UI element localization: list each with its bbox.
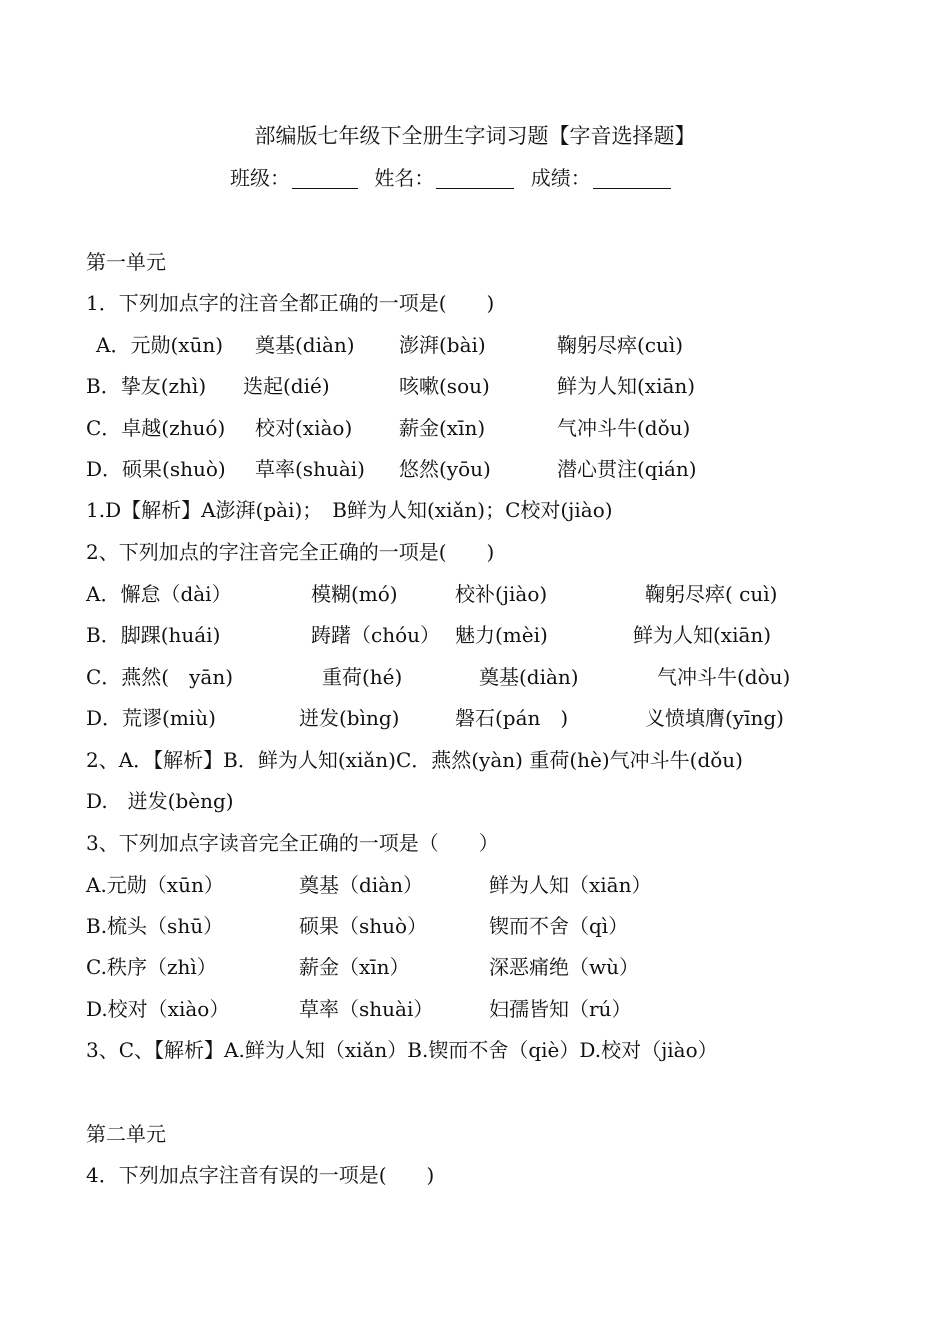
section-heading: 第二单元 bbox=[86, 1122, 166, 1146]
name-blank[interactable] bbox=[436, 166, 514, 189]
page-title: 部编版七年级下全册生字词习题【字音选择题】 bbox=[254, 124, 696, 148]
option-cell: 鲜为人知(xiān) bbox=[633, 623, 772, 647]
option-cell: 妇孺皆知（rú） bbox=[489, 997, 632, 1021]
option-cell: 校补(jiào) bbox=[455, 582, 548, 606]
name-label: 姓名： bbox=[374, 166, 435, 190]
answer-analysis: 3、C、【解析】A.鲜为人知（xiǎn）B.锲而不舍（qiè）D.校对（jiào） bbox=[86, 1038, 718, 1062]
score-blank[interactable] bbox=[593, 166, 671, 189]
option-cell: A.元勋（xūn） bbox=[86, 873, 224, 897]
answer-analysis: 2、A．【解析】B．鲜为人知(xiǎn)C．燕然(yàn) 重荷(hè)气冲斗牛(dǒu) bbox=[86, 748, 743, 772]
option-row bbox=[0, 995, 950, 1023]
option-row bbox=[0, 704, 950, 732]
option-cell: 深恶痛绝（wù） bbox=[489, 955, 639, 979]
option-row bbox=[0, 372, 950, 400]
option-cell: 迸发(bìng) bbox=[299, 706, 400, 730]
option-cell: 鲜为人知（xiān） bbox=[489, 873, 652, 897]
option-row bbox=[0, 953, 950, 981]
option-cell: 潜心贯注(qián) bbox=[557, 457, 697, 481]
option-cell: 草率(shuài) bbox=[255, 457, 365, 481]
score-label: 成绩： bbox=[530, 166, 591, 190]
option-cell: D.校对（xiào） bbox=[86, 997, 230, 1021]
option-cell: 锲而不舍（qì） bbox=[489, 914, 629, 938]
option-cell: A．元勋(xūn) bbox=[96, 333, 224, 357]
option-row bbox=[0, 580, 950, 608]
question-stem: 1．下列加点字的注音全都正确的一项是( ) bbox=[86, 291, 495, 315]
option-cell: B．脚踝(huái) bbox=[86, 623, 221, 647]
option-cell: 薪金（xīn） bbox=[299, 955, 410, 979]
option-row bbox=[0, 871, 950, 899]
option-cell: B.梳头（shū） bbox=[86, 914, 224, 938]
question-stem: 2、下列加点的字注音完全正确的一项是( ) bbox=[86, 540, 495, 564]
option-row bbox=[0, 621, 950, 649]
answer-analysis: 1.D【解析】A澎湃(pài)； B鲜为人知(xiǎn)；C校对(jiào) bbox=[86, 498, 613, 522]
option-cell: 鲜为人知(xiān) bbox=[557, 374, 696, 398]
option-cell: 魅力(mèi) bbox=[455, 623, 548, 647]
option-cell: 草率（shuài） bbox=[299, 997, 434, 1021]
option-cell: 模糊(mó) bbox=[311, 582, 398, 606]
option-row bbox=[0, 331, 950, 359]
option-cell: 义愤填膺(yīng) bbox=[645, 706, 784, 730]
option-cell: 鞠躬尽瘁( cuì) bbox=[645, 582, 778, 606]
option-cell: D．硕果(shuò) bbox=[86, 457, 226, 481]
option-cell: A．懈怠（dài） bbox=[86, 582, 232, 606]
option-row bbox=[0, 455, 950, 483]
option-cell: 奠基(diàn) bbox=[479, 665, 579, 689]
option-cell: 咳嗽(sou) bbox=[399, 374, 490, 398]
option-row bbox=[0, 912, 950, 940]
option-cell: 薪金(xīn) bbox=[399, 416, 486, 440]
section-heading: 第一单元 bbox=[86, 250, 166, 274]
option-cell: 奠基(diàn) bbox=[255, 333, 355, 357]
option-cell: 重荷(hé) bbox=[322, 665, 403, 689]
option-cell: 澎湃(bài) bbox=[399, 333, 486, 357]
option-cell: C．燕然( yān) bbox=[86, 665, 234, 689]
option-cell: D．荒谬(miù) bbox=[86, 706, 216, 730]
option-cell: 气冲斗牛(dǒu) bbox=[557, 416, 691, 440]
student-info-row bbox=[230, 164, 681, 192]
answer-analysis-continued: D. 迸发(bèng) bbox=[86, 789, 234, 813]
option-cell: 奠基（diàn） bbox=[299, 873, 424, 897]
class-label: 班级： bbox=[230, 166, 290, 190]
option-cell: C.秩序（zhì） bbox=[86, 955, 217, 979]
option-row bbox=[0, 663, 950, 691]
option-cell: 悠然(yōu) bbox=[399, 457, 491, 481]
class-blank[interactable] bbox=[292, 166, 358, 189]
option-cell: 硕果（shuò） bbox=[299, 914, 428, 938]
option-cell: 气冲斗牛(dòu) bbox=[657, 665, 791, 689]
option-cell: 校对(xiào) bbox=[255, 416, 353, 440]
option-cell: 迭起(dié) bbox=[243, 374, 330, 398]
question-stem: 3、下列加点字读音完全正确的一项是（ ） bbox=[86, 831, 499, 855]
question-stem: 4．下列加点字注音有误的一项是( ) bbox=[86, 1163, 435, 1187]
option-row bbox=[0, 414, 950, 442]
option-cell: B．挚友(zhì) bbox=[86, 374, 207, 398]
option-cell: 鞠躬尽瘁(cuì) bbox=[557, 333, 684, 357]
option-cell: 磐石(pán ) bbox=[455, 706, 569, 730]
option-cell: C．卓越(zhuó) bbox=[86, 416, 226, 440]
option-cell: 踌躇（chóu） bbox=[311, 623, 441, 647]
